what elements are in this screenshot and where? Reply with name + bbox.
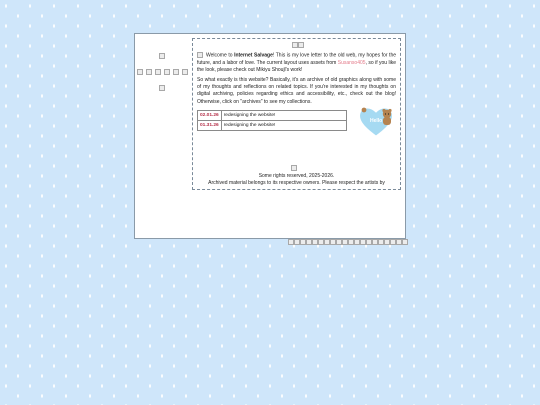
broken-image-icon bbox=[197, 52, 203, 58]
update-date: 02.01.26 bbox=[198, 110, 222, 120]
badge-button[interactable] bbox=[402, 239, 408, 245]
intro-text: ! This is my love letter to the old web, my hopes for the future, and a labor of love. The current layout uses assets from bbox=[197, 52, 397, 66]
sidebar bbox=[135, 34, 191, 238]
update-text: redesigning the website! bbox=[221, 120, 346, 130]
main-frame bbox=[134, 33, 406, 239]
footer-image bbox=[193, 163, 400, 173]
archive-notice-text: Archived material belongs to its respective owners. Please respect the artists by bbox=[208, 180, 385, 186]
update-date: 01.31.26 bbox=[198, 120, 222, 130]
welcome-text: Welcome to bbox=[206, 52, 233, 59]
broken-image-icon bbox=[291, 165, 297, 171]
nav-button-contact[interactable] bbox=[182, 69, 188, 75]
hello-heart-mascot bbox=[357, 104, 395, 138]
footer bbox=[193, 163, 400, 187]
nav-button-links[interactable] bbox=[173, 69, 179, 75]
update-text: redesigning the website! bbox=[221, 110, 346, 120]
updates-section bbox=[197, 110, 396, 138]
intro-text-2: , so if you like the look, please check out Mikiyu Shoujl's work! bbox=[197, 59, 397, 73]
header-images bbox=[197, 41, 396, 49]
broken-image-icon bbox=[159, 53, 165, 59]
content-panel bbox=[192, 38, 401, 190]
nav-button-archives[interactable] bbox=[164, 69, 170, 75]
about-paragraph: So what exactly is this website? Basically, it's an archive of old graphics along with some of my thoughts and reflections on related topics. If you're interested in my thoughts on digital archiving, policies regarding ethics and accessibility, etc., check out the blog! Otherwise, click on "archives" to see my collections. bbox=[197, 76, 396, 105]
table-row bbox=[198, 110, 347, 120]
nav-button-about[interactable] bbox=[146, 69, 152, 75]
updates-table bbox=[197, 110, 347, 131]
asset-credit-link[interactable]: Susanso405 bbox=[337, 59, 366, 66]
intro-paragraph bbox=[197, 52, 396, 74]
table-row bbox=[198, 120, 347, 130]
site-name: Internet Salvage bbox=[234, 52, 273, 59]
nav-button-blog[interactable] bbox=[155, 69, 161, 75]
broken-image-icon bbox=[159, 85, 165, 91]
copyright-text: Some rights reserved, 2025-2026. bbox=[258, 173, 335, 179]
nav-button-home[interactable] bbox=[137, 69, 143, 75]
broken-image-icon bbox=[298, 42, 304, 48]
button-badges bbox=[288, 239, 409, 245]
heart-label: Hello bbox=[370, 117, 383, 124]
